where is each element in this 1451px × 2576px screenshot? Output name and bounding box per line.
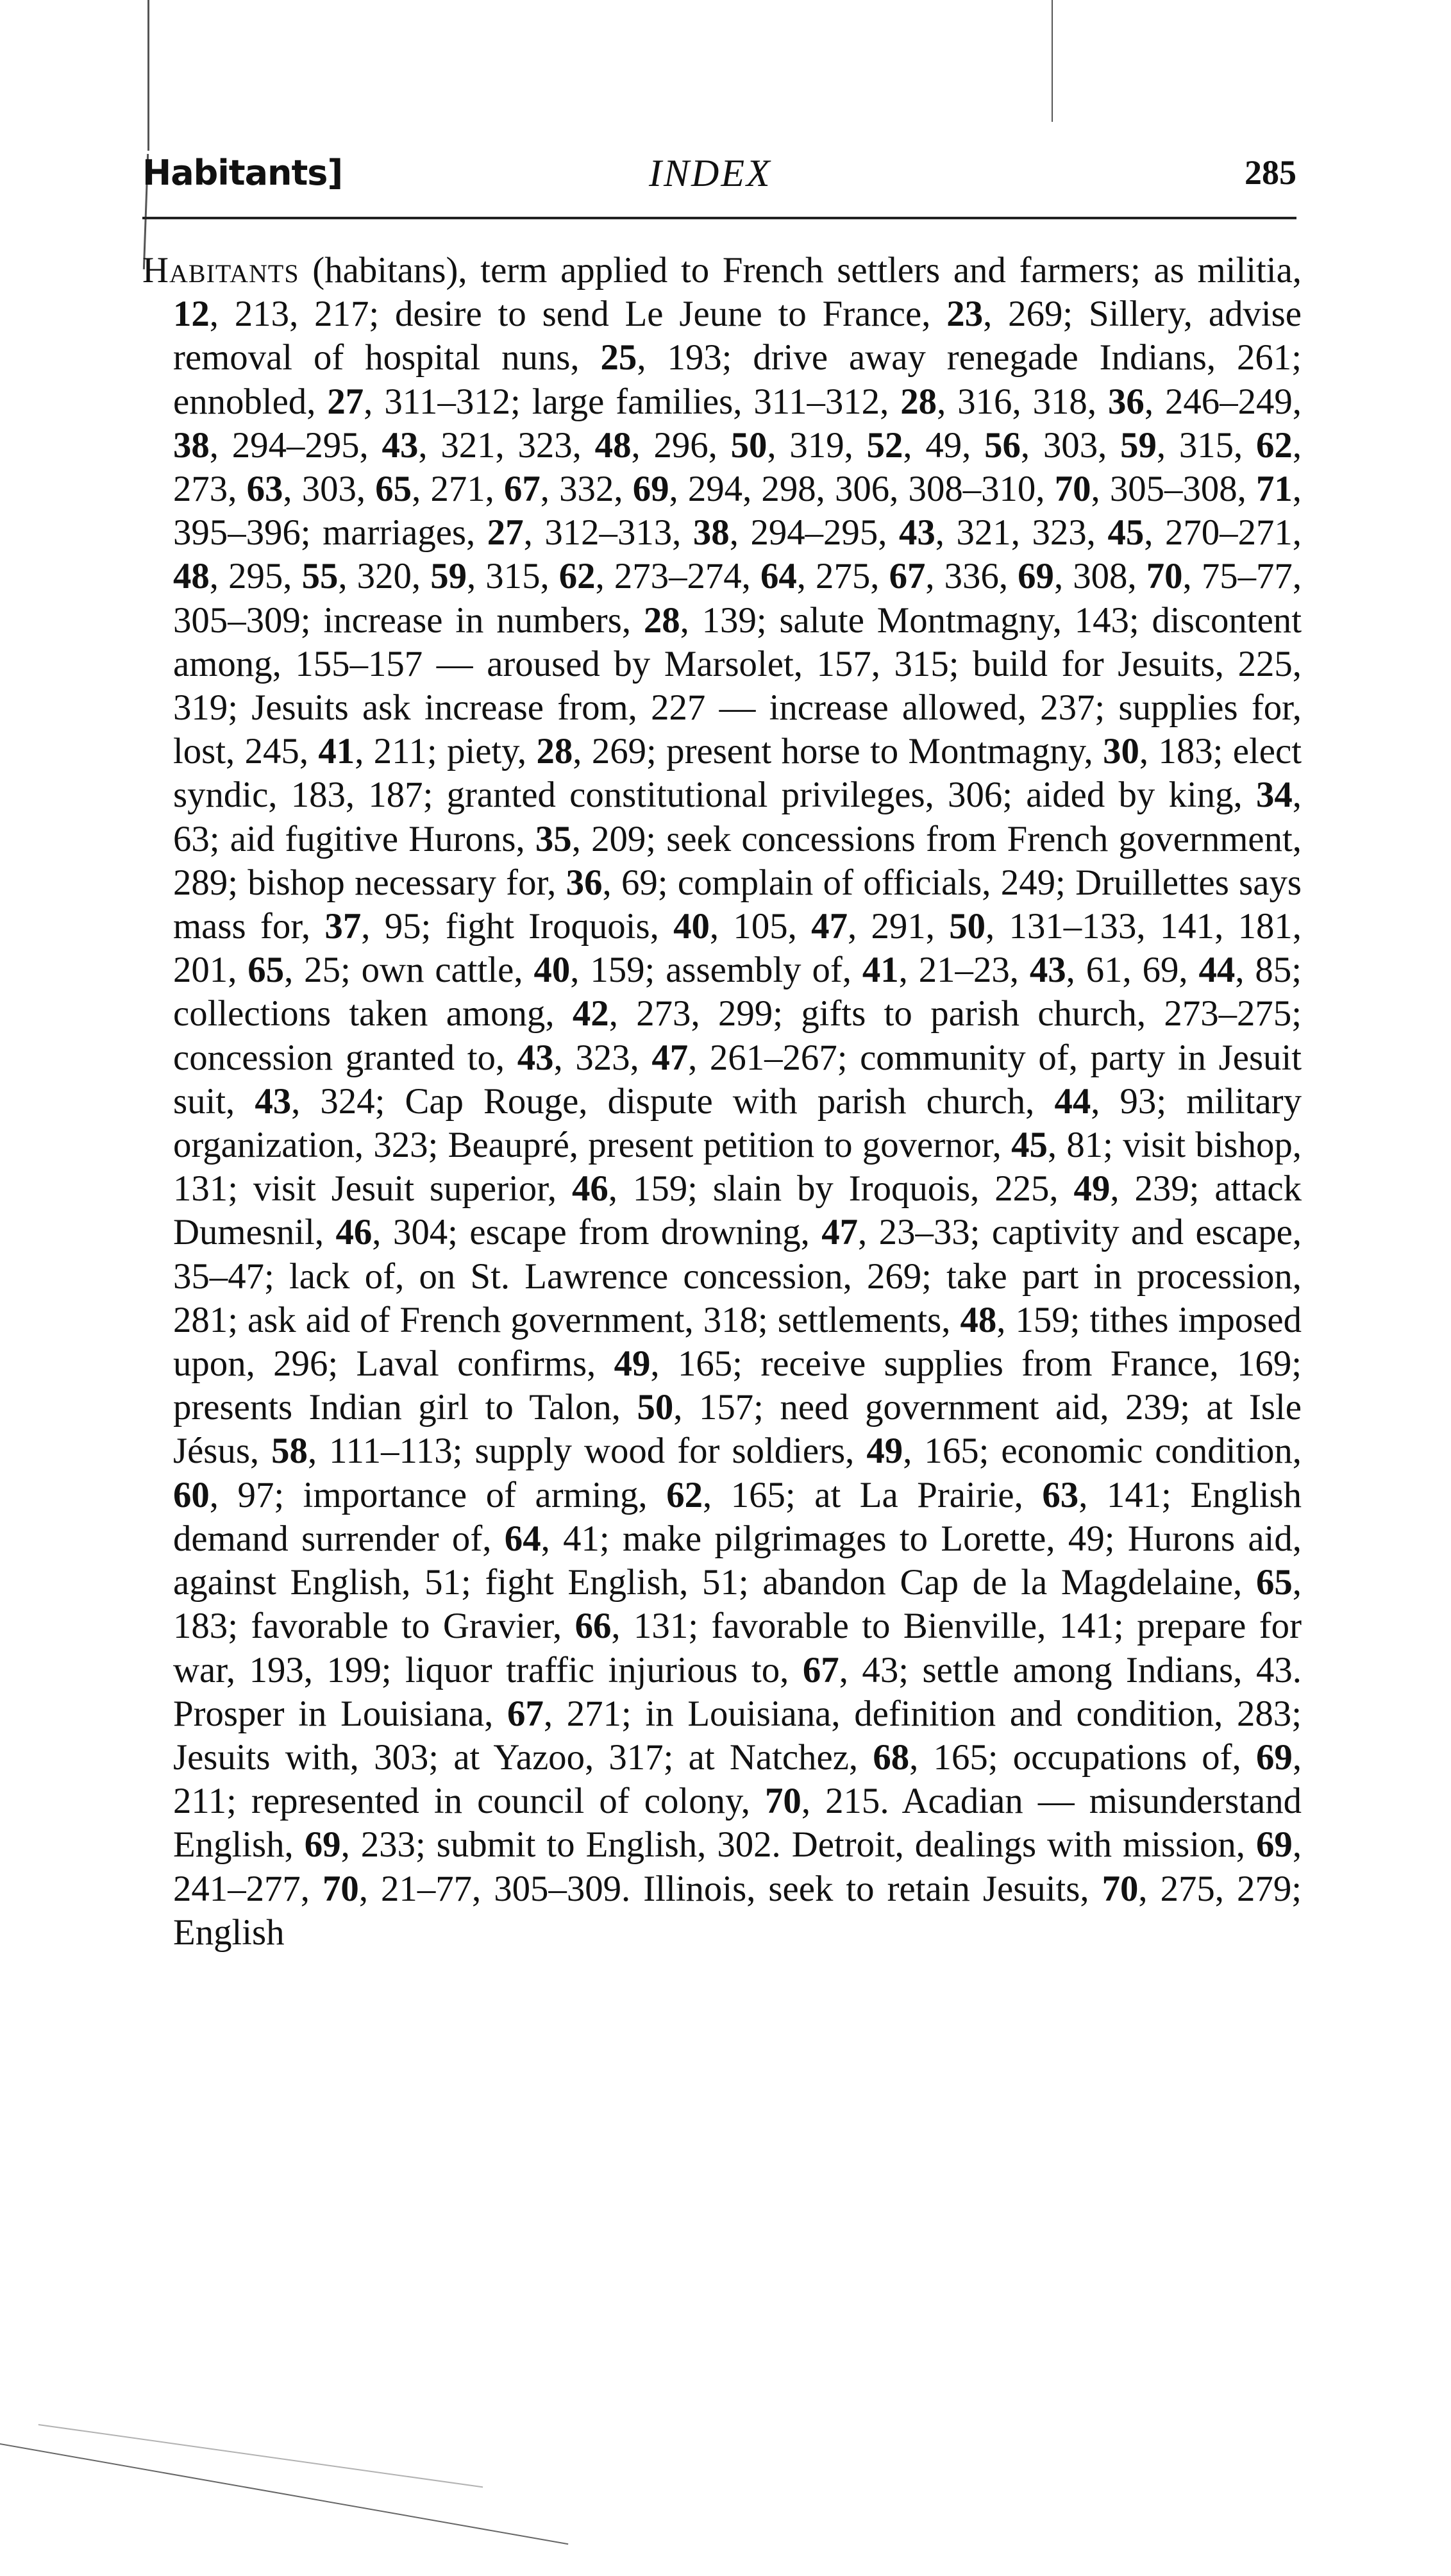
volume-number: 45 [1011,1125,1048,1166]
entry-text: , 296, [631,425,731,466]
entry-text: , 275, 279; English [173,1868,1302,1953]
volume-number: 71 [1256,469,1293,510]
entry-text: , 273–274, [595,556,760,597]
entry-text: , 275, [796,556,889,597]
volume-number: 69 [1256,1737,1293,1778]
volume-number: 47 [811,906,848,947]
entry-text: , 294, 298, 306, 308–310, [669,469,1055,510]
entry-text: , 63; aid fugitive Hurons, [173,775,1302,859]
volume-number: 62 [558,556,596,597]
entry-text: , 269; Sillery, advise removal of hospital nuns, [173,294,1302,378]
entry-text: , 336, [925,556,1018,597]
volume-number: 67 [504,469,541,510]
entry-text: , 183; favorable to Gravier, [173,1562,1302,1647]
entry-text: , 21–23, [898,950,1030,991]
volume-number: 52 [866,425,903,466]
page-number: 285 [1245,153,1296,192]
volume-number: 65 [1256,1562,1293,1603]
entry-text: , 312–313, [523,512,693,553]
entry-text: , 97; importance of arming, [209,1474,667,1515]
volume-number: 65 [375,469,412,510]
volume-number: 59 [430,556,467,597]
entry-text: , 69; complain of officials, 249; Druillettes says mass for, [173,862,1302,947]
scan-artifact-line [38,2424,483,2488]
volume-number: 67 [802,1649,839,1690]
entry-text: , 324; Cap Rouge, dispute with parish church, [291,1081,1055,1122]
volume-number: 60 [173,1474,210,1515]
volume-number: 62 [666,1474,703,1515]
entry-text: , 49, [903,425,985,466]
volume-number: 41 [862,950,899,991]
volume-number: 63 [246,469,283,510]
volume-number: 43 [1029,950,1066,991]
entry-text: , 209; seek concessions from French government, 289; bishop necessary for, [173,818,1302,903]
volume-number: 70 [323,1868,359,1909]
entry-text: , 315, [466,556,559,597]
volume-number: 59 [1120,425,1157,466]
volume-number: 70 [1146,556,1183,597]
entry-text: , 85; collections taken among, [173,950,1302,1034]
entry-text: , 308, [1053,556,1146,597]
entry-text: , 159; slain by Iroquois, 225, [608,1168,1074,1209]
volume-number: 45 [1107,512,1145,553]
volume-number: 36 [1108,381,1145,422]
volume-number: 30 [1103,731,1139,772]
entry-text: , 305–308, [1091,469,1256,510]
entry-text: , 141; English demand surrender of, [173,1474,1302,1559]
entry-text: , 271; in Louisiana, definition and condition, 283; Jesuits with, 303; at Yazoo, 317; at Natchez, [173,1693,1302,1778]
volume-number: 46 [571,1168,608,1209]
entry-text: , 165; receive supplies from France, 169; presents Indian girl to Talon, [173,1343,1302,1428]
volume-number: 68 [873,1737,910,1778]
volume-number: 69 [304,1824,341,1865]
entry-text: , 165; occupations of, [909,1737,1257,1778]
entry-text: , 273, [173,425,1302,510]
entry-text: , 271, [412,469,504,510]
entry-text: , 241–277, [173,1824,1302,1909]
entry-text: , 311–312; large families, 311–312, [364,381,901,422]
entry-text: , 211; piety, [355,731,537,772]
volume-number: 40 [533,950,571,991]
entry-text: , 131; favorable to Bienville, 141; prepare for war, 193, 199; liquor traffic injurious to, [173,1606,1302,1690]
entry-text: , 304; escape from drowning, [372,1212,822,1253]
entry-text: , 315, [1156,425,1257,466]
volume-number: 40 [673,906,710,947]
running-head-left: Habitants] [142,153,343,193]
volume-number: 70 [1102,1868,1139,1909]
volume-number: 64 [504,1518,541,1559]
volume-number: 58 [271,1431,308,1472]
entry-text: , 320, [338,556,431,597]
volume-number: 65 [247,950,285,991]
volume-number: 47 [651,1037,689,1078]
entry-text: , 321, 323, [935,512,1108,553]
entry-text: , 273, 299; gifts to parish church, 273–275; concession granted to, [173,993,1302,1078]
entry-text: , 75–77, 305–309; increase in numbers, [173,556,1302,641]
entry-text: , 215. Acadian — misunderstand English, [173,1781,1302,1865]
volume-number: 69 [1018,556,1054,597]
volume-number: 44 [1198,950,1236,991]
volume-number: 38 [692,512,730,553]
entry-text: , 303, [1020,425,1121,466]
entry-text: , 319, [767,425,867,466]
entry-text: , 332, [540,469,633,510]
running-head [142,153,1296,204]
volume-number: 67 [889,556,926,597]
volume-number: 50 [637,1387,674,1428]
volume-number: 49 [1073,1168,1111,1209]
volume-number: 64 [760,556,797,597]
entry-text: , 291, [847,906,950,947]
entry-text: , 193; drive away renegade Indians, 261; ennobled, [173,337,1302,422]
entry-text: , 43; settle among Indians, 43. Prosper in Louisiana, [173,1649,1302,1734]
entry-text: , 111–113; supply wood for soldiers, [307,1431,867,1472]
entry-text: , 139; salute Montmagny, 143; discontent among, 155–157 — aroused by Marsolet, 157, 315; build for Jesuits, 225, 319; Jesuits ask increase from, 227 — increase allowed, 237; supplies for, lost, 245, [173,600,1302,772]
entry-text: (habitans), term applied to French settlers and farmers; as militia, [299,250,1302,290]
entry-text: , 105, [709,906,812,947]
volume-number: 70 [765,1781,801,1822]
volume-number: 43 [898,512,935,553]
volume-number: 70 [1054,469,1091,510]
volume-number: 62 [1256,425,1293,466]
entry-text: , 131–133, 141, 181, 201, [173,906,1302,991]
entry-text: , 269; present horse to Montmagny, [573,731,1103,772]
entry-text: , 61, 69, [1066,950,1199,991]
entry-text: , 159; tithes imposed upon, 296; Laval confirms, [173,1299,1302,1385]
volume-number: 41 [318,731,355,772]
volume-number: 28 [536,731,573,772]
volume-number: 42 [572,993,609,1034]
entry-text: , 23–33; captivity and escape, 35–47; lack of, on St. Lawrence concession, 269; take part in procession, 281; ask aid of French government, 318; settlements, [173,1212,1302,1340]
entry-text: , 41; make pilgrimages to Lorette, 49; Hurons aid, against English, 51; fight English, 51; abandon Cap de la Magdelaine, [173,1518,1302,1603]
volume-number: 49 [614,1343,651,1385]
volume-number: 67 [507,1693,544,1734]
volume-number: 34 [1256,775,1293,816]
entry-text: , 270–271, [1144,512,1302,553]
index-entry [142,249,1302,1955]
volume-number: 50 [730,425,767,466]
volume-number: 36 [566,862,603,903]
entry-text: , 303, [283,469,376,510]
entry-text: , 165; economic condition, [903,1431,1302,1472]
entry-text: , 261–267; community of, party in Jesuit suit, [173,1037,1302,1122]
volume-number: 27 [327,381,364,422]
entry-text: , 323, [553,1037,652,1078]
volume-number: 43 [517,1037,554,1078]
volume-number: 66 [575,1606,612,1647]
volume-number: 46 [335,1212,373,1253]
entry-text: , 395–396; marriages, [173,469,1302,553]
entry-text: , 233; submit to English, 302. Detroit, dealings with mission, [340,1824,1257,1865]
entry-body [173,250,1302,1953]
entry-text: , 165; at La Prairie, [702,1474,1043,1515]
volume-number: 35 [535,818,572,859]
volume-number: 12 [173,294,210,335]
volume-number: 48 [594,425,632,466]
entry-text: , 25; own cattle, [284,950,534,991]
volume-number: 48 [173,556,210,597]
volume-number: 55 [301,556,339,597]
volume-number: 27 [487,512,524,553]
volume-number: 44 [1054,1081,1091,1122]
scan-margin-line [1052,0,1053,122]
volume-number: 48 [960,1299,997,1340]
volume-number: 25 [600,337,637,378]
entry-text: , 294–295, [729,512,899,553]
volume-number: 43 [382,425,419,466]
volume-number: 47 [821,1212,859,1253]
entry-text: , 294–295, [209,425,382,466]
entry-text: , 295, [209,556,302,597]
volume-number: 63 [1042,1474,1079,1515]
volume-number: 38 [173,425,210,466]
volume-number: 69 [632,469,669,510]
header-rule [142,217,1296,219]
volume-number: 37 [324,906,362,947]
entry-headword: Habitants [142,250,299,290]
volume-number: 28 [900,381,937,422]
entry-text: , 321, 323, [418,425,595,466]
entry-text: , 21–77, 305–309. Illinois, seek to retain Jesuits, [358,1868,1102,1909]
volume-number: 56 [984,425,1021,466]
running-head-title: INDEX [649,152,772,194]
entry-text: , 316, 318, [937,381,1109,422]
entry-text: , 183; elect syndic, 183, 187; granted constitutional privileges, 306; aided by king, [173,731,1302,816]
entry-text: , 246–249, [1144,381,1302,422]
entry-text: , 93; military organization, 323; Beaupré, present petition to governor, [173,1081,1302,1166]
entry-text: , 159; assembly of, [570,950,862,991]
volume-number: 28 [643,600,680,641]
entry-text: , 211; represented in council of colony, [173,1737,1302,1822]
entry-text: , 213, 217; desire to send Le Jeune to France, [209,294,947,335]
entry-text: , 239; attack Dumesnil, [173,1168,1302,1253]
volume-number: 50 [949,906,986,947]
volume-number: 23 [946,294,984,335]
volume-number: 43 [255,1081,292,1122]
scan-margin-line [147,0,149,151]
entry-text: , 81; visit bishop, 131; visit Jesuit superior, [173,1125,1302,1209]
entry-text: , 157; need government aid, 239; at Isle Jésus, [173,1387,1302,1472]
entry-text: , 95; fight Iroquois, [361,906,674,947]
volume-number: 49 [866,1431,903,1472]
volume-number: 69 [1256,1824,1293,1865]
